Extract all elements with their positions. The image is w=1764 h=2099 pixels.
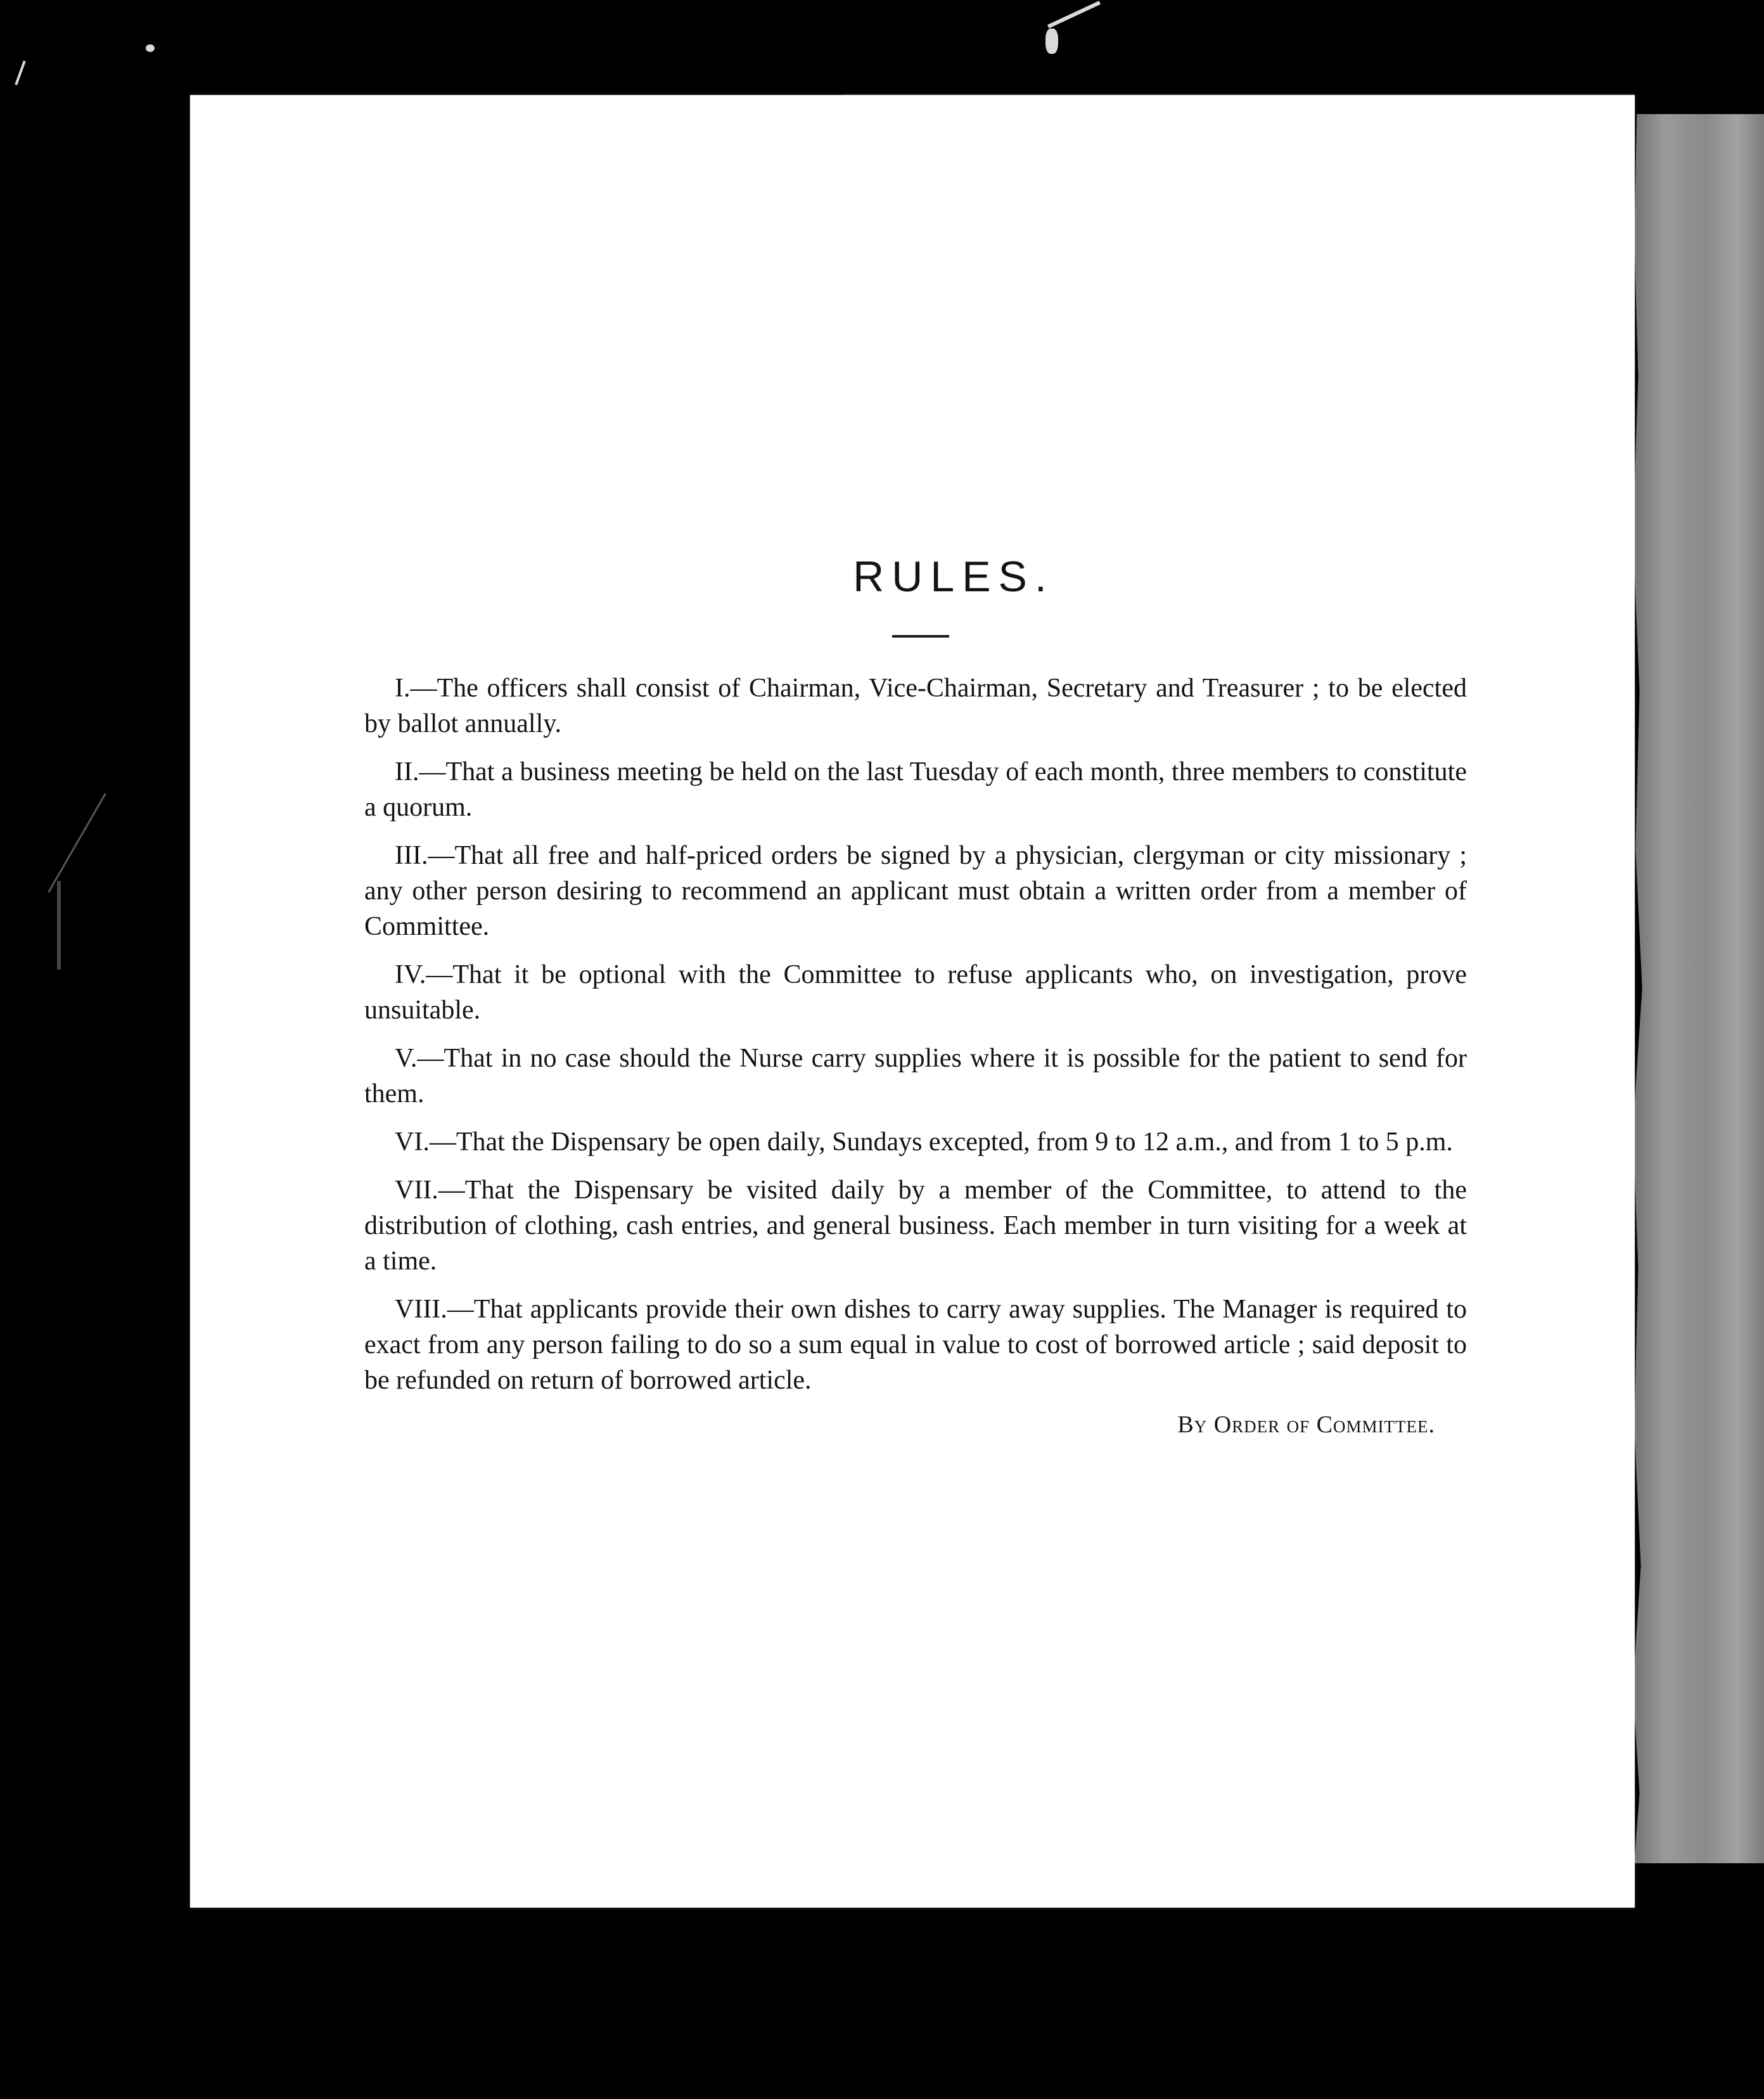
page-title: RULES. <box>853 553 1054 601</box>
scan-artifact <box>1045 29 1058 54</box>
signature-line: By Order of Committee. <box>1177 1411 1435 1438</box>
rule-item: IV.—That it be optional with the Committee to refuse applicants who, on investigation, prove unsuitable. <box>364 960 1467 1025</box>
adjacent-page-edge <box>1632 114 1764 1863</box>
rules-list <box>364 671 1467 1398</box>
scan-artifact <box>48 793 106 892</box>
rule-item: VIII.—That applicants provide their own dishes to carry away supplies. The Manager is required to exact from any person failing to do so a sum equal in value to cost of borrowed article ; said deposit to be refunded on return of borrowed article. <box>364 1294 1467 1395</box>
rules-content <box>364 551 1467 1439</box>
rule-item: VI.—That the Dispensary be open daily, Sundays excepted, from 9 to 12 a.m., and from 1 to 5 p.m. <box>395 1127 1453 1157</box>
scan-artifact <box>15 61 25 86</box>
rule-item: I.—The officers shall consist of Chairman, Vice-Chairman, Secretary and Treasurer ; to be elected by ballot annually. <box>364 673 1467 738</box>
rule-item: VII.—That the Dispensary be visited daily by a member of the Committee, to attend to the distribution of clothing, cash entries, and general business. Each member in turn visiting for a week at a time. <box>364 1175 1467 1276</box>
scan-artifact <box>1047 1 1101 28</box>
rule-item: V.—That in no case should the Nurse carry supplies where it is possible for the patient to send for them. <box>364 1043 1467 1108</box>
title-divider <box>892 635 949 638</box>
rule-item: III.—That all free and half-priced orders be signed by a physician, clergyman or city missionary ; any other person desiring to recommend an applicant must obtain a written order from a member of Committee. <box>364 840 1467 941</box>
rule-item: II.—That a business meeting be held on the last Tuesday of each month, three members to constitute a quorum. <box>364 757 1467 822</box>
scan-artifact <box>57 881 61 970</box>
document-page <box>190 95 1635 1908</box>
scan-artifact <box>146 44 155 52</box>
